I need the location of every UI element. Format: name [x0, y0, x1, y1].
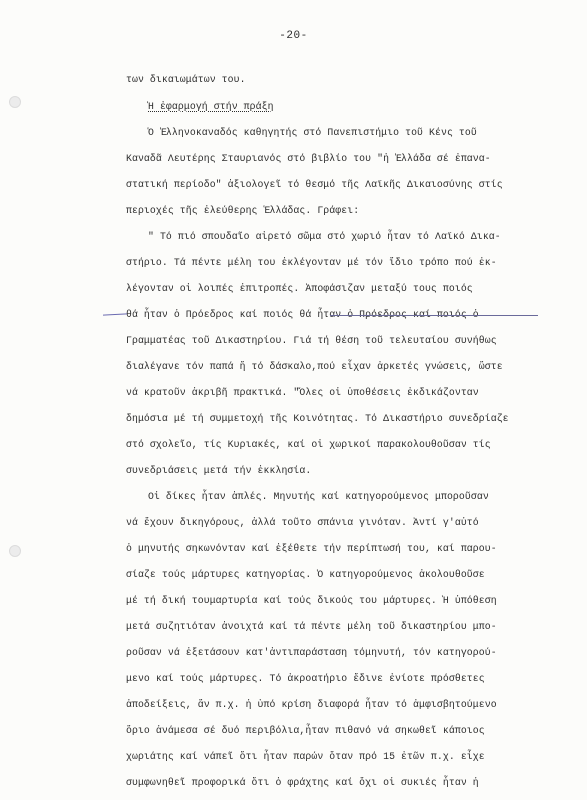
- text-line: δημόσια μέ τή συμμετοχή τῆς Κοινότητας. Τό Δικαστήριο συνεδρίαζε: [126, 413, 509, 424]
- text-line: ροῦσαν νά ἐξετάσουν κατ'ἀντιπαράσταση τόμηνυτή, τόν κατηγορού-: [126, 647, 497, 658]
- page-number: -20-: [279, 30, 308, 42]
- text-line: περιοχές τῆς ἐλεύθερης Ἑλλάδας. Γράφει:: [126, 205, 360, 216]
- text-line: " Τό πιό σπουδαῖο αἱρετό σῶμα στό χωριό ἦταν τό Λαϊκό Δικα-: [148, 231, 501, 242]
- text-line: ἀποδείξεις, ἄν π.χ. ἡ ὑπό κρίση διαφορά ἦταν τό ἀμφισβητούμενο: [126, 699, 497, 710]
- text-line: στατική περίοδο" ἀξιολογεῖ τό θεσμό τῆς Λαϊκῆς Δικαιοσύνης στίς: [126, 179, 503, 190]
- strikethrough-mark: [330, 315, 538, 316]
- text-line: Ὁ Ἑλληνοκαναδός καθηγητής στό Πανεπιστήμιο τοῦ Κένς τοῦ: [148, 127, 477, 138]
- text-line: χωριάτης καί νάπεῖ ὅτι ἦταν παρών ὅταν πρό 15 ἐτῶν π.χ. εἶχε: [126, 751, 485, 762]
- text-line: μενο καί τούς μάρτυρες. Τό ἀκροατήριο ἔδινε ἐνίοτε πρόσθετες: [126, 673, 485, 684]
- margin-pen-mark: [103, 313, 127, 315]
- text-line: Γραμματέας τοῦ Δικαστηρίου. Γιά τή θέση τοῦ τελευταίου συνήθως: [126, 335, 497, 346]
- text-line: ὅριο ἀνάμεσα σέ δυό περιβόλια,ἦταν πιθανό νά σηκωθεῖ κάποιος: [126, 725, 485, 736]
- text-line: συνεδριάσεις μετά τήν ἐκκλησία.: [126, 465, 312, 476]
- text-line: μετά συζητιόταν ἀνοιχτά καί τά πέντε μέλη τοῦ δικαστηρίου μπο-: [126, 621, 497, 632]
- text-line: Καναδᾶ Λευτέρης Σταυριανός στό βιβλίο του "ἡ Ἑλλάδα σέ ἐπανα-: [126, 153, 491, 164]
- text-line: συμφωνηθεῖ προφορικά ὅτι ὁ φράχτης καί ὄχι οἱ συκιές ἦταν ἡ: [126, 777, 479, 788]
- text-line: θά ἦταν ὁ Πρόεδρος καί ποιός θά ἦταν ὁ Πρόεδρος καί ποιός ὁ: [126, 309, 479, 320]
- text-line: νά ἔχουν δικηγόρους, ἀλλά τοῦτο σπάνια γινόταν. Ἀντί γ'αὐτό: [126, 517, 479, 528]
- text-line: σίαζε τούς μάρτυρες κατηγορίας. Ὁ κατηγορούμενος ἀκολουθοῦσε: [126, 569, 485, 580]
- text-line: των δικαιωμάτων του.: [126, 74, 246, 85]
- text-line: μέ τή δική τουμαρτυρία καί τούς δικούς του μάρτυρες. Ἡ ὑπόθεση: [126, 595, 497, 606]
- text-line: στό σχολεῖο, τίς Κυριακές, καί οἱ χωρικοί παρακολουθοῦσαν τίς: [126, 439, 491, 450]
- section-heading: Ἡ ἐφαρμογή στήν πράξη: [148, 101, 274, 112]
- text-line: λέγονταν οἱ λοιπές ἐπιτροπές. Ἀποφάσιζαν μεταξύ τους ποιός: [126, 283, 473, 294]
- text-line: Οἱ δίκες ἦταν ἁπλές. Μηνυτής καί κατηγορούμενος μποροῦσαν: [148, 491, 489, 502]
- text-line: ὁ μηνυτής σηκωνόνταν καί ἐξέθετε τήν περίπτωσή του, καί παρου-: [126, 543, 497, 554]
- text-line: στήριο. Τά πέντε μέλη του ἐκλέγονταν μέ τόν ἴδιο τρόπο πού ἐκ-: [126, 257, 497, 268]
- text-line: νά κρατοῦν ἀκριβῆ πρακτικά. "Ὅλες οἱ ὑποθέσεις ἐκδικάζονταν: [126, 387, 479, 398]
- text-line: διαλέγανε τόν παπά ἤ τό δάσκαλο,πού εἶχαν ἀρκετές γνώσεις, ὥστε: [126, 361, 503, 372]
